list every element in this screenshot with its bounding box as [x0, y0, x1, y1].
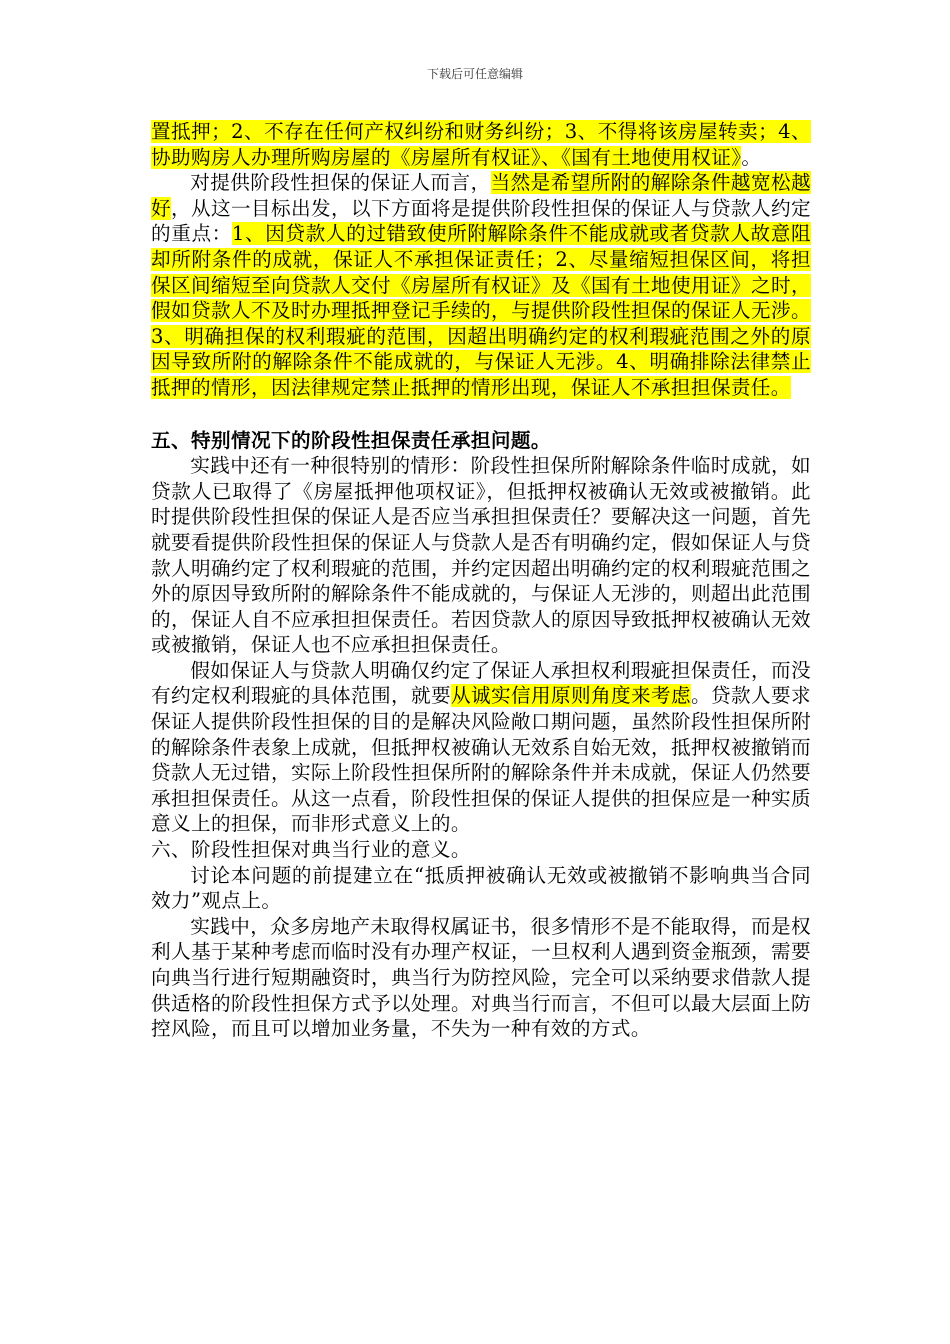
highlighted-text: 从诚实信用原则角度来考虑 — [451, 684, 691, 708]
paragraph-text: 。 — [741, 145, 762, 169]
section-heading-5: 五、特别情况下的阶段性担保责任承担问题。 — [151, 428, 551, 452]
page-header-note: 下载后可任意编辑 — [426, 67, 523, 81]
highlighted-text: 置抵押；2、不存在任何产权纠纷和财务纠纷；3、不得将该房屋转卖；4、协助购房人办理所购房屋的《房屋所有权证》、《国有土地使用权证》 — [151, 120, 811, 169]
paragraph-special-case: 实践中还有一种很特别的情形：阶段性担保所附解除条件临时成就，如贷款人已取得了《房屋抵押他项权证》，但抵押权被确认无效或被撤销。此时提供阶段性担保的保证人是否应当承担担保责任？要解决这一问题，首先就要看提供阶段性担保的保证人与贷款人是否有明确约定，假如保证人与贷款人明确约定了权利瑕疵的范围，并约定因超出明确约定的权利瑕疵范围之外的原因导致所附的解除条件不能成就的，与保证人无涉的，则超出此范围的，保证人自不应承担担保责任。若因贷款人的原因导致抵押权被确认无效或被撤销，保证人也不应承担担保责任。 — [151, 454, 811, 657]
paragraph-good-faith — [151, 658, 811, 837]
paragraph-text: ，从这一目标出发，以下方面将是提供阶段性担保的保证人与贷款人约定的重点： — [151, 196, 811, 246]
paragraph-practice: 实践中，众多房地产未取得权属证书，很多情形不是不能取得，而是权利人基于某种考虑而临时没有办理产权证，一旦权利人遇到资金瓶颈，需要向典当行进行短期融资时，典当行为防控风险，完全可以采纳要求借款人提供适格的阶段性担保方式予以处理。对典当行而言，不但可以最大层面上防控风险，而且可以增加业务量，不失为一种有效的方式。 — [151, 914, 811, 1041]
paragraph-text: 。贷款人要求保证人提供阶段性担保的目的是解决风险敞口期问题，虽然阶段性担保所附的解除条件表象上成就，但抵押权被确认无效系自始无效，抵押权被撤销而贷款人无过错，实际上阶段性担保所附的解除条件并未成就，保证人仍然要承担担保责任。从这一点看，阶段性担保的保证人提供的担保应是一种实质意义上的担保，而非形式意义上的。 — [151, 684, 811, 836]
section-heading-6: 六、阶段性担保对典当行业的意义。 — [151, 838, 471, 862]
paragraph-guarantor-focus — [151, 170, 811, 400]
paragraph-text: 假如保证人与贷款人明确仅约定了保证人承担权利瑕疵担保责任，而没有约定权利瑕疵的具体范围，就要 — [151, 658, 811, 708]
paragraph-premise: 讨论本问题的前提建立在“抵质押被确认无效或被撤销不影响典当合同效力”观点上。 — [151, 863, 811, 913]
document-body — [151, 119, 811, 1042]
paragraph-text: 对提供阶段性担保的保证人而言， — [190, 171, 491, 195]
highlighted-text: 当然是希望所附的解除条件越宽松越好 — [151, 171, 811, 220]
paragraph-spacer — [151, 401, 811, 428]
paragraph-conditions — [151, 119, 811, 170]
highlighted-text: 1、因贷款人的过错致使所附解除条件不能成就或者贷款人故意阻却所附条件的成就，保证人不承担保证责任；2、尽量缩短担保区间，将担保区间缩短至向贷款人交付《房屋所有权证》及《国有土地使用证》之时，假如贷款人不及时办理抵押登记手续的，与提供阶段性担保的保证人无涉。3、明确担保的权利瑕疵的范围，因超出明确约定的权利瑕疵范围之外的原因导致所附的解除条件不能成就的，与保证人无涉。4、明确排除法律禁止抵押的情形，因法律规定禁止抵押的情形出现，保证人不承担担保责任。 — [151, 222, 811, 399]
